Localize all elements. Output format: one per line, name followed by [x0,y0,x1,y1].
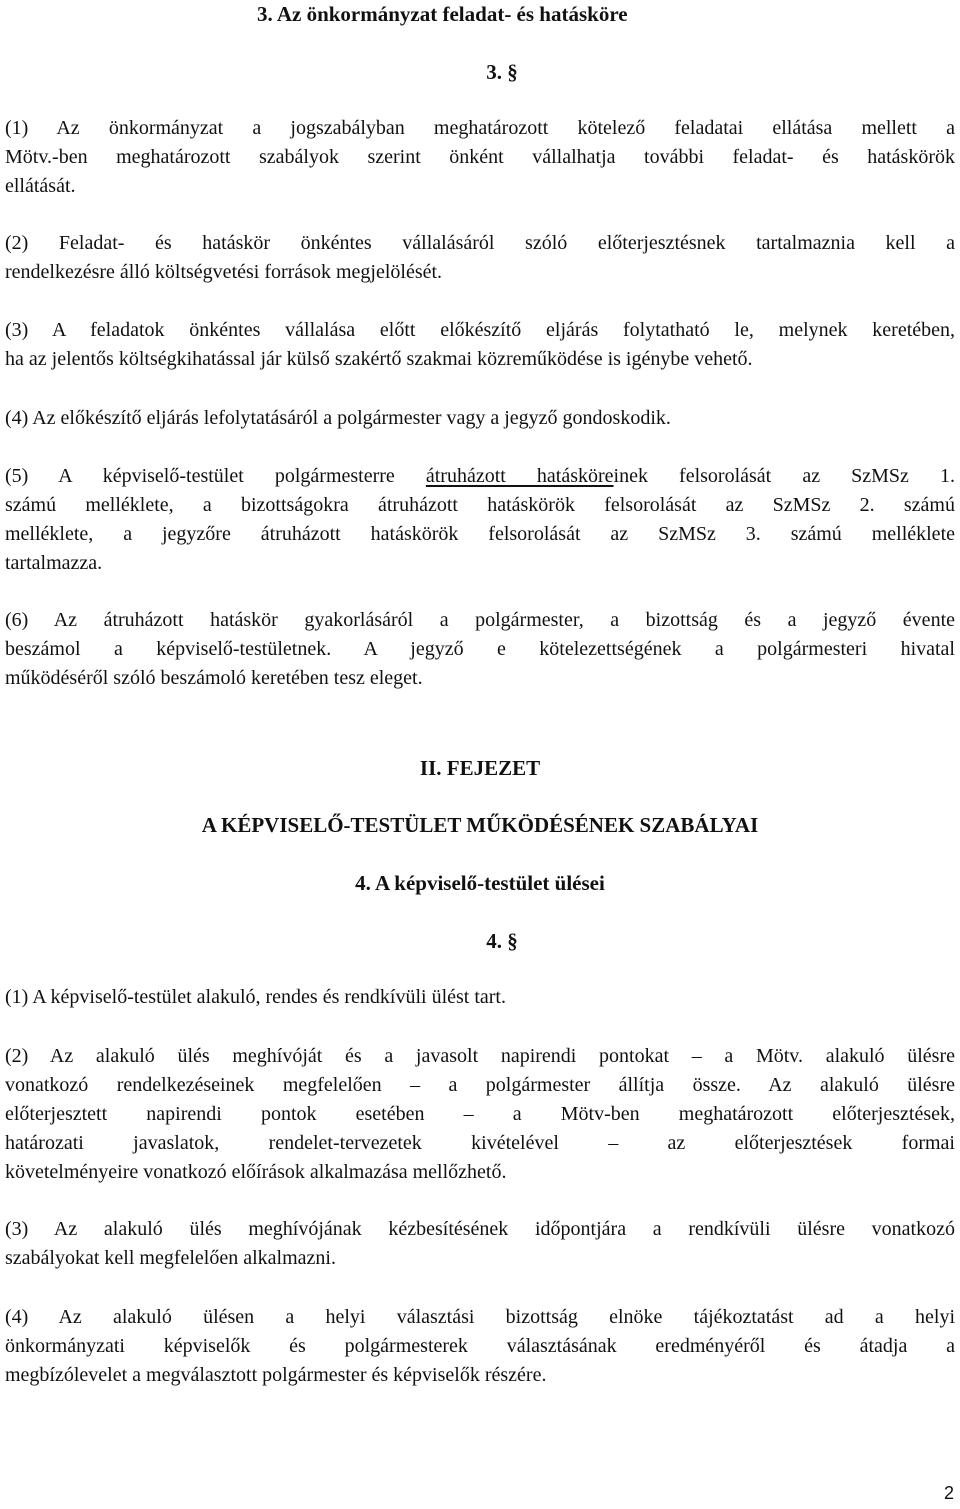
paragraph-line: vonatkozó rendelkezéseinek megfelelően – a polgármester állítja össze. Az alakuló ülésre [5,1074,955,1096]
paragraph-line: határozati javaslatok, rendelet-tervezetek kivételével – az előterjesztések formai [5,1132,955,1154]
paragraph-line: ellátását. [5,175,76,197]
chapter-heading: 3. Az önkormányzat feladat- és hatásköre [257,2,628,26]
paragraph-3-1 [5,114,955,201]
paragraph-line: beszámol a képviselő-testületnek. A jegyző e kötelezettségének a polgármesteri hivatal [5,638,955,660]
paragraph-line: követelményeire vonatkozó előírások alkalmazása mellőzhető. [5,1161,507,1183]
paragraph-text: (5) A képviselő-testület polgármesterre [5,465,426,487]
paragraph-line: (6) Az átruházott hatáskör gyakorlásáról a polgármester, a bizottság és a jegyző évente [5,609,955,631]
page-number: 2 [943,1483,954,1503]
paragraph-line: (4) Az alakuló ülésen a helyi választási bizottság elnöke tájékoztatást ad a helyi [5,1306,955,1328]
underlined-text: átruházott hatásköre [425,465,614,487]
paragraph-4-1: (1) A képviselő-testület alakuló, rendes és rendkívüli ülést tart. [5,986,506,1008]
paragraph-line: ha az jelentős költségkihatással jár külső szakértő szakmai közreműködése is igénybe vehető. [5,348,753,370]
paragraph-line: (1) Az önkormányzat a jogszabályban meghatározott kötelező feladatai ellátása mellett a [5,117,955,139]
paragraph-4-3 [5,1215,955,1273]
subheading-4: 4. A képviselő-testület ülései [355,871,605,895]
paragraph-3-2 [5,229,955,287]
paragraph-3-3 [5,316,955,374]
paragraph-line: melléklete, a jegyzőre átruházott hatáskörök felsorolását az SzMSz 3. számú melléklete [5,523,955,545]
chapter-ii-heading: II. FEJEZET [419,756,541,780]
paragraph-text: inek felsorolását az SzMSz 1. [613,465,955,487]
paragraph-3-4: (4) Az előkészítő eljárás lefolytatásáról a polgármester vagy a jegyző gondoskodik. [5,407,671,429]
paragraph-line: (3) A feladatok önkéntes vállalása előtt előkészítő eljárás folytatható le, melynek keretében, [5,319,955,341]
paragraph-line: rendelkezésre álló költségvetési források megjelölését. [5,261,443,283]
paragraph-4-4 [5,1303,955,1390]
paragraph-line: (2) Az alakuló ülés meghívóját és a javasolt napirendi pontokat – a Mötv. alakuló ülésre [5,1045,955,1067]
paragraph-line: (3) Az alakuló ülés meghívójának kézbesítésének időpontjára a rendkívüli ülésre vonatkozó [5,1218,955,1240]
paragraph-line: önkormányzati képviselők és polgármesterek választásának eredményéről és átadja a [5,1335,955,1357]
section-4-heading: 4. § [486,929,518,953]
paragraph-line: működéséről szóló beszámoló keretében tesz eleget. [5,667,423,689]
paragraph-3-6 [5,606,955,693]
paragraph-line: megbízólevelet a megválasztott polgármester és képviselők részére. [5,1364,547,1386]
paragraph-line: szabályokat kell megfelelően alkalmazni. [5,1247,336,1269]
paragraph-line: tartalmazza. [5,552,103,574]
paragraph-line: előterjesztett napirendi pontok esetében – a Mötv-ben meghatározott előterjesztések, [5,1103,955,1125]
paragraph-4-2 [5,1042,955,1187]
section-3-heading: 3. § [486,60,518,84]
paragraph-3-5 [5,462,955,578]
chapter-ii-title: A KÉPVISELŐ-TESTÜLET MŰKÖDÉSÉNEK SZABÁLYAI [201,813,759,837]
paragraph-line: (2) Feladat- és hatáskör önkéntes vállalásáról szóló előterjesztésnek tartalmaznia kell a [5,232,955,254]
paragraph-line: Mötv.-ben meghatározott szabályok szerint önként vállalhatja további feladat- és hatáskörök [5,146,955,168]
paragraph-line: számú melléklete, a bizottságokra átruházott hatáskörök felsorolását az SzMSz 2. számú [5,494,955,516]
paragraph-line [5,462,955,491]
